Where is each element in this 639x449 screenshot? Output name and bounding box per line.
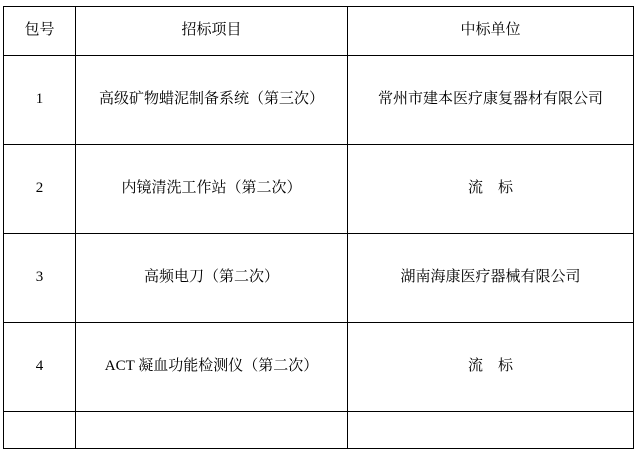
cell-project: 高频电刀（第二次） xyxy=(76,234,348,323)
table-row xyxy=(4,323,634,412)
cell-package-no: 1 xyxy=(4,56,76,145)
table-row-empty xyxy=(4,412,634,449)
table-header-row xyxy=(4,7,634,56)
column-header-project: 招标项目 xyxy=(76,7,348,56)
bid-results-table xyxy=(3,6,634,449)
cell-winner xyxy=(348,412,634,449)
cell-project: ACT 凝血功能检测仪（第二次） xyxy=(76,323,348,412)
column-header-package-no: 包号 xyxy=(4,7,76,56)
cell-package-no: 3 xyxy=(4,234,76,323)
column-header-winner: 中标单位 xyxy=(348,7,634,56)
cell-package-no: 2 xyxy=(4,145,76,234)
table-row xyxy=(4,56,634,145)
table-row xyxy=(4,234,634,323)
table-row xyxy=(4,145,634,234)
cell-winner: 湖南海康医疗器械有限公司 xyxy=(348,234,634,323)
cell-winner: 流 标 xyxy=(348,145,634,234)
cell-package-no xyxy=(4,412,76,449)
cell-package-no: 4 xyxy=(4,323,76,412)
cell-project: 高级矿物蜡泥制备系统（第三次） xyxy=(76,56,348,145)
cell-winner: 流 标 xyxy=(348,323,634,412)
cell-winner: 常州市建本医疗康复器材有限公司 xyxy=(348,56,634,145)
cell-project: 内镜清洗工作站（第二次） xyxy=(76,145,348,234)
cell-project xyxy=(76,412,348,449)
